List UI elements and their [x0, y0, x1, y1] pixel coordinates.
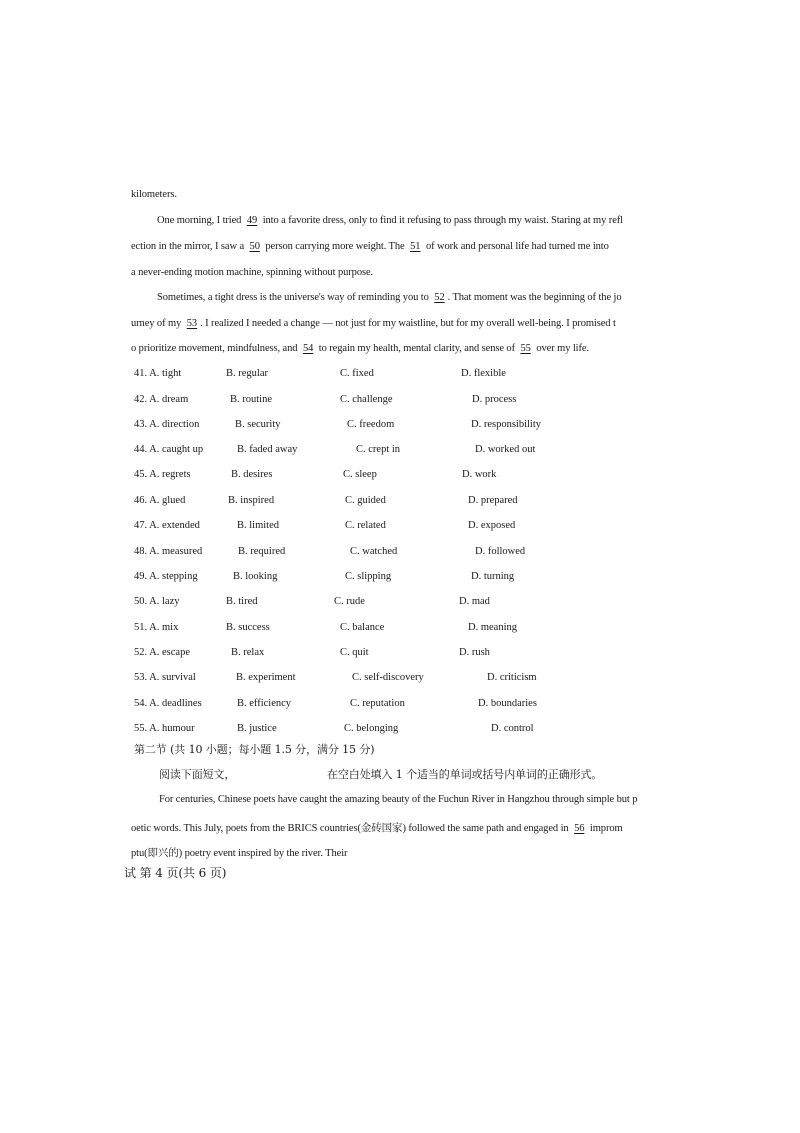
section-2-instruction-left: 阅读下面短文，	[159, 768, 236, 781]
option-b: B. desires	[231, 469, 273, 480]
passage-line-3: ection in the mirror, I saw a 50 person carrying more weight. The 51 of work and personal life had turned me into	[131, 241, 609, 252]
option-c: C. related	[345, 520, 386, 531]
passage-line-7: o prioritize movement, mindfulness, and 54 to regain my health, mental clarity, and sense of 55 over my life.	[131, 343, 589, 354]
option-a: 48. A. measured	[134, 546, 203, 557]
option-c: C. freedom	[347, 419, 395, 430]
option-a: 54. A. deadlines	[134, 698, 202, 709]
option-d: D. turning	[471, 571, 515, 582]
option-d: D. mad	[459, 596, 490, 607]
section-2-line-1: For centuries, Chinese poets have caught the amazing beauty of the Fuchun River in Hangzhou through simple but p	[159, 794, 638, 805]
blank-53: 53	[186, 318, 198, 329]
option-b: B. looking	[233, 571, 278, 582]
option-b: B. inspired	[228, 495, 275, 506]
option-b: B. success	[226, 622, 270, 633]
option-a: 47. A. extended	[134, 520, 200, 531]
passage-line-6: urney of my 53 . I realized I needed a change — not just for my waistline, but for my overall well-being. I promised t	[131, 318, 616, 329]
blank-56: 56	[574, 823, 585, 834]
option-d: D. exposed	[468, 520, 516, 531]
option-d: D. criticism	[487, 672, 537, 683]
option-c: C. challenge	[340, 394, 393, 405]
option-d: D. rush	[459, 647, 490, 658]
option-d: D. control	[491, 723, 534, 734]
option-b: B. relax	[231, 647, 265, 658]
option-a: 52. A. escape	[134, 647, 190, 658]
passage-line-4: a never-ending motion machine, spinning without purpose.	[131, 267, 374, 278]
option-a: 45. A. regrets	[134, 469, 191, 480]
option-d: D. flexible	[461, 368, 506, 379]
option-c: C. reputation	[350, 698, 405, 709]
option-a: 43. A. direction	[134, 419, 200, 430]
option-a: 41. A. tight	[134, 368, 182, 379]
blank-51: 51	[410, 241, 421, 252]
option-b: B. routine	[230, 394, 272, 405]
blank-52: 52	[434, 292, 445, 303]
option-a: 53. A. survival	[134, 672, 196, 683]
option-b: B. limited	[237, 520, 279, 531]
option-a: 50. A. lazy	[134, 596, 180, 607]
passage-line-2: One morning, I tried 49 into a favorite dress, only to find it refusing to pass through my waist. Staring at my refl	[157, 215, 623, 226]
option-a: 51. A. mix	[134, 622, 179, 633]
option-c: C. sleep	[343, 469, 377, 480]
option-a: 44. A. caught up	[134, 444, 204, 455]
option-c: C. balance	[340, 622, 385, 633]
option-b: B. security	[235, 419, 281, 430]
option-a: 55. A. humour	[134, 723, 195, 734]
option-a: 46. A. glued	[134, 495, 186, 506]
option-c: C. rude	[334, 596, 365, 607]
option-c: C. self-discovery	[352, 672, 424, 683]
option-c: C. guided	[345, 495, 386, 506]
passage-line-1: kilometers.	[131, 189, 177, 200]
option-b: B. justice	[237, 723, 277, 734]
option-d: D. followed	[475, 546, 526, 557]
blank-49: 49	[246, 215, 258, 226]
section-2-heading: 第二节 (共 10 小题；每小题 1.5 分，满分 15 分)	[134, 743, 375, 756]
option-d: D. responsibility	[471, 419, 541, 430]
option-c: C. fixed	[340, 368, 374, 379]
section-2-line-2: oetic words. This July, poets from the BRICS countries(金砖国家) followed the same path and engaged in 56 improm	[131, 823, 623, 834]
option-a: 42. A. dream	[134, 394, 189, 405]
option-c: C. slipping	[345, 571, 392, 582]
option-b: B. required	[238, 546, 286, 557]
option-d: D. meaning	[468, 622, 517, 633]
option-d: D. prepared	[468, 495, 518, 506]
blank-50: 50	[249, 241, 260, 252]
option-d: D. process	[472, 394, 517, 405]
option-d: D. worked out	[475, 444, 536, 455]
section-2-line-3: ptu(即兴的) poetry event inspired by the river. Their	[131, 848, 348, 859]
option-b: B. regular	[226, 368, 268, 379]
option-c: C. watched	[350, 546, 398, 557]
option-b: B. tired	[226, 596, 258, 607]
option-c: C. crept in	[356, 444, 401, 455]
option-c: C. quit	[340, 647, 369, 658]
passage-line-5: Sometimes, a tight dress is the universe's way of reminding you to 52 . That moment was the beginning of the jo	[157, 292, 622, 303]
option-b: B. faded away	[237, 444, 298, 455]
blank-55: 55	[520, 343, 531, 354]
section-2-instruction-right: 在空白处填入 1 个适当的单词或括号内单词的正确形式。	[327, 768, 603, 781]
option-d: D. work	[462, 469, 497, 480]
blank-54: 54	[302, 343, 314, 354]
option-b: B. experiment	[236, 672, 296, 683]
option-a: 49. A. stepping	[134, 571, 198, 582]
option-c: C. belonging	[344, 723, 399, 734]
option-b: B. efficiency	[237, 698, 292, 709]
option-d: D. boundaries	[478, 698, 537, 709]
page-footer: 试 第 4 页(共 6 页)	[124, 866, 227, 880]
